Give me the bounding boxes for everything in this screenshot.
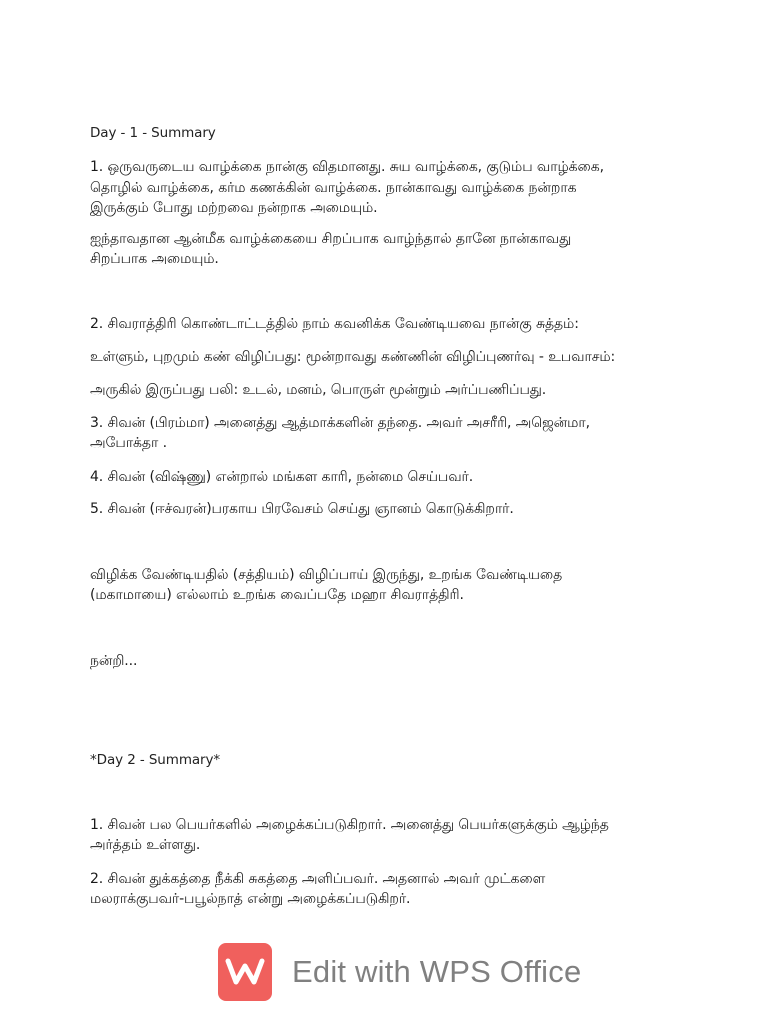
day2-paragraph-line: அர்த்தம் உள்ளது. [90,837,201,853]
edit-with-wps-banner[interactable] [218,942,582,1002]
day1-paragraph-line: விழிக்க வேண்டியதில் (சத்தியம்) விழிப்பாய் இருந்து, உறங்க வேண்டியதை [90,567,563,583]
day1-paragraph-line: தொழில் வாழ்க்கை, கர்ம கணக்கின் வாழ்க்கை. நான்காவது வாழ்க்கை நன்றாக [90,180,577,196]
wps-w-logo-icon [218,943,272,1001]
wps-banner-label[interactable]: Edit with WPS Office [292,954,582,989]
day1-paragraph-line: 1. ஒருவருடைய வாழ்க்கை நான்கு விதமானது. சுய வாழ்க்கை, குடும்ப வாழ்க்கை, [90,159,604,175]
day1-paragraph-line: அருகில் இருப்பது பலி: உடல், மனம், பொருள் மூன்றும் அர்ப்பணிப்பது. [90,382,547,398]
day1-paragraph-line: 5. சிவன் (ஈச்வரன்)பரகாய பிரவேசம் செய்து ஞானம் கொடுக்கிறார். [90,501,514,517]
day1-heading: Day - 1 - Summary [90,125,216,141]
day1-paragraph-line: (மகாமாயை) எல்லாம் உறங்க வைப்பதே மஹா சிவராத்திரி. [90,587,464,603]
day2-paragraph-line: மலராக்குபவர்-பபூல்நாத் என்று அழைக்கப்படுகிறர். [90,891,411,907]
day2-heading: *Day 2 - Summary* [90,752,221,768]
day1-paragraph-line: சிறப்பாக அமையும். [90,251,219,267]
day1-paragraph-line: இருக்கும் போது மற்றவை நன்றாக அமையும். [90,200,378,216]
day1-paragraph-line: அபோக்தா . [90,435,167,451]
day1-paragraph-line: 2. சிவராத்திரி கொண்டாட்டத்தில் நாம் கவனிக்க வேண்டியவை நான்கு சுத்தம்: [90,316,579,332]
day2-paragraph-line: 1. சிவன் பல பெயர்களில் அழைக்கப்படுகிறார். அனைத்து பெயர்களுக்கும் ஆழ்ந்த [90,817,609,833]
day1-paragraph-line: உள்ளும், புறமும் கண் விழிப்பது: மூன்றாவது கண்ணின் விழிப்புணர்வு - உபவாசம்: [90,349,616,365]
day1-paragraph-line: ஐந்தாவதான ஆன்மீக வாழ்க்கையை சிறப்பாக வாழ்ந்தால் தானே நான்காவது [90,231,572,247]
day1-paragraph-line: 4. சிவன் (விஷ்ணு) என்றால் மங்கள காரி, நன்மை செய்பவர். [90,469,474,485]
day2-paragraph-line: 2. சிவன் துக்கத்தை நீக்கி சுகத்தை அளிப்பவர். அதனால் அவர் முட்களை [90,871,546,887]
day1-thanks: நன்றி... [90,653,138,669]
day1-paragraph-line: 3. சிவன் (பிரம்மா) அனைத்து ஆத்மாக்களின் தந்தை. அவர் அசரீரி, அஜென்மா, [90,415,590,431]
